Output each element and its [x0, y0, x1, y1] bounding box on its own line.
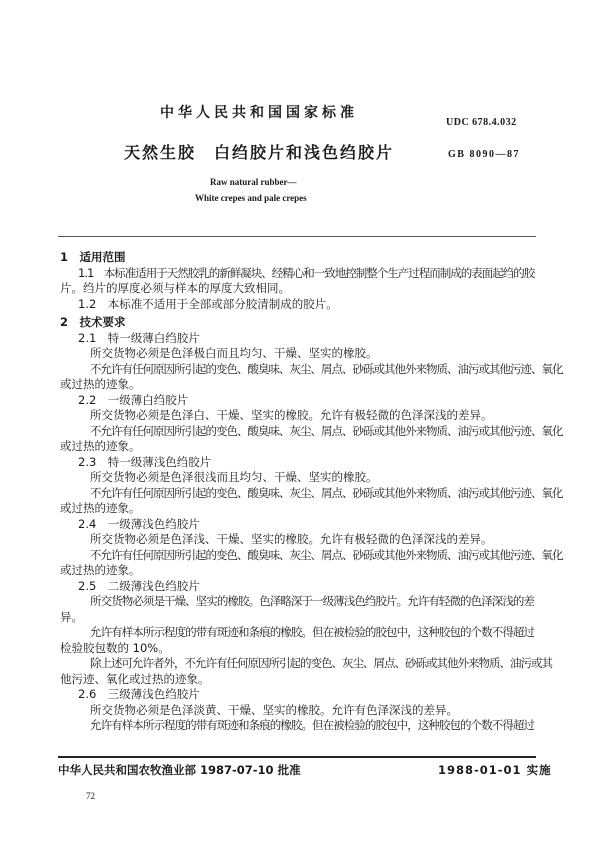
body-text-line: 或过热的迹象。 [60, 501, 141, 515]
section-heading: 2 技术要求 [60, 315, 126, 329]
body-text-line: 不允许有任何原因所引起的变色、酸臭味、灰尘、屑点、砂砾或其他外来物质、油污或其他污迹、氧化 [90, 547, 563, 562]
document-body [0, 250, 600, 734]
body-text-line: 他污迹、氧化或过热的迹象。 [60, 671, 210, 686]
standard-name: 中华人民共和国国家标准 [160, 105, 358, 121]
effective-date: 1988-01-01 实施 [438, 763, 552, 777]
clause-heading: 2.3 特一级薄浅色绉胶片 [78, 454, 212, 469]
body-text-line: 允许有样本所示程度的带有斑迹和条痕的橡胶。但在被检验的胶包中，这种胶包的个数不得超过 [90, 625, 535, 639]
page-number: 72 [86, 791, 95, 801]
footer-divider [58, 756, 536, 758]
body-text-line: 允许有样本所示程度的带有斑迹和条痕的橡胶。但在被检验的胶包中，这种胶包的个数不得超过 [90, 718, 535, 732]
clause-heading: 1.1 本标准适用于天然胶乳的新鲜凝块、经精心和一致地控制整个生产过程而制成的表面起绉的胶 [78, 265, 535, 280]
clause-heading: 1.2 本标准不适用于全部或部分胶清制成的胶片。 [78, 296, 338, 311]
clause-heading: 2.5 二级薄浅色绉胶片 [78, 578, 200, 593]
document-title: 天然生胶 白绉胶片和浅色绉胶片 [124, 143, 395, 162]
english-title-line-2: White crepes and pale crepes [195, 193, 307, 203]
body-text-line: 不允许有任何原因所引起的变色、酸臭味、灰尘、屑点、砂砾或其他外来物质、油污或其他污迹、氧化 [90, 361, 563, 376]
clause-heading: 2.4 一级薄浅色绉胶片 [78, 516, 200, 531]
body-text-line: 所交货物必须是色泽白、干燥、坚实的橡胶。允许有极轻微的色泽深浅的差异。 [90, 408, 493, 422]
clause-heading: 2.6 三级薄浅色绉胶片 [78, 687, 200, 701]
body-text-line: 所交货物必须是色泽浅、干燥、坚实的橡胶。允许有极轻微的色泽深浅的差异。 [90, 532, 493, 546]
body-text-line: 所交货物必须是干燥、坚实的橡胶。色泽略深于一级薄浅色绉胶片。允许有轻微的色泽深浅的差 [90, 594, 535, 608]
section-heading: 1 适用范围 [60, 250, 126, 264]
body-text-line: 所交货物必须是色泽极白而且均匀、干燥、坚实的橡胶。 [90, 346, 378, 360]
approval-line: 中华人民共和国农牧渔业部 1987-07-10 批准 [58, 763, 301, 777]
body-text-line: 检验胶包数的 10%。 [60, 640, 170, 655]
clause-heading: 2.2 一级薄白绉胶片 [78, 392, 189, 407]
body-text-line: 片。绉片的厚度必须与样本的厚度大致相同。 [60, 281, 290, 295]
english-title-line-1: Raw natural rubber— [210, 177, 297, 187]
body-text-line: 不允许有任何原因所引起的变色、酸臭味、灰尘、屑点、砂砾或其他外来物质、油污或其他污迹、氧化 [90, 423, 563, 438]
body-text-line: 或过热的迹象。 [60, 563, 141, 577]
body-text-line: 所交货物必须是色泽很浅而且均匀、干燥、坚实的橡胶。 [90, 470, 378, 484]
body-text-line: 或过热的迹象。 [60, 439, 141, 453]
body-text-line: 或过热的迹象。 [60, 377, 141, 391]
body-text-line: 所交货物必须是色泽淡黄、干燥、坚实的橡胶。允许有色泽深浅的差异。 [90, 702, 458, 717]
header-divider [58, 236, 536, 237]
body-text-line: 不允许有任何原因所引起的变色、酸臭味、灰尘、屑点、砂砾或其他外来物质、油污或其他污迹、氧化 [90, 485, 563, 500]
clause-heading: 2.1 特一级薄白绉胶片 [78, 330, 200, 345]
body-text-line: 除上述可允许者外，不允许有任何原因所引起的变色、灰尘、屑点、砂砾或其他外来物质、油污或其 [90, 656, 552, 670]
body-text-line: 异。 [60, 609, 83, 624]
gb-number: GB 8090—87 [448, 149, 520, 160]
udc-code: UDC 678.4.032 [446, 117, 517, 128]
